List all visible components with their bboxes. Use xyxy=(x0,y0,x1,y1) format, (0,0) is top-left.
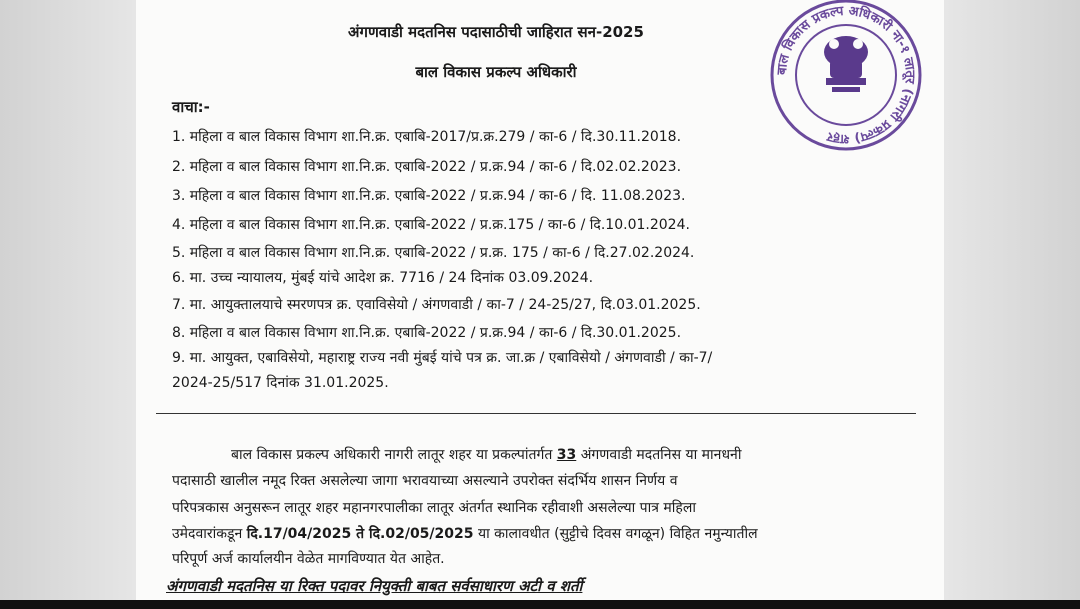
paragraph-line: उमेदवारांकडून दि.17/04/2025 ते दि.02/05/2025 या कालावधीत (सुट्टीचे दिवस वगळून) विहित नमुन्यातील xyxy=(172,526,758,542)
state-emblem-icon xyxy=(824,36,868,92)
reference-item: 3. महिला व बाल विकास विभाग शा.नि.क्र. एबाबि-2022 / प्र.क्र.94 / का-6 / दि. 11.08.2023. xyxy=(172,188,686,204)
reference-item: 9. मा. आयुक्त, एबाविसेयो, महाराष्ट्र राज्य नवी मुंबई यांचे पत्र क्र. जा.क्र / एबाविसेयो / अंगणवाडी / का-7/ xyxy=(172,350,713,366)
paragraph-line: परिपूर्ण अर्ज कार्यालयीन वेळेत मागविण्यात येत आहेत. xyxy=(172,551,445,567)
paragraph-line: पदासाठी खालील नमूद रिक्त असलेल्या जागा भरावयाच्या असल्याने उपरोक्त संदर्भिय शासन निर्णय व xyxy=(172,473,678,489)
paragraph-line: बाल विकास प्रकल्प अधिकारी नागरी लातूर शहर या प्रकल्पांतर्गत 33 अंगणवाडी मदतनिस या मानधनी xyxy=(231,447,742,463)
conditions-heading: अंगणवाडी मदतनिस या रिक्त पदावर नियुक्ती बाबत सर्वसाधारण अटी व शर्ती xyxy=(166,577,583,595)
seal-text: बाल विकास प्रकल्प अधिकारी ना-१ लातूर (नागरी प्रकल्प) शहर xyxy=(774,3,918,147)
reference-item: 4. महिला व बाल विकास विभाग शा.नि.क्र. एबाबि-2022 / प्र.क्र.175 / का-6 / दि.10.01.2024. xyxy=(172,217,690,233)
references-heading: वाचा:- xyxy=(172,98,210,116)
reference-item: 8. महिला व बाल विकास विभाग शा.नि.क्र. एबाबि-2022 / प्र.क्र.94 / का-6 / दि.30.01.2025. xyxy=(172,325,682,341)
office-name: बाल विकास प्रकल्प अधिकारी xyxy=(415,63,577,81)
document-title: अंगणवाडी मदतनिस पदासाठीची जाहिरात सन-2025 xyxy=(348,23,644,41)
background-right xyxy=(944,0,1080,609)
document-page xyxy=(136,0,944,600)
section-divider xyxy=(156,413,916,414)
reference-item: 5. महिला व बाल विकास विभाग शा.नि.क्र. एबाबि-2022 / प्र.क्र. 175 / का-6 / दि.27.02.2024. xyxy=(172,245,695,261)
reference-item: 2. महिला व बाल विकास विभाग शा.नि.क्र. एबाबि-2022 / प्र.क्र.94 / का-6 / दि.02.02.2023. xyxy=(172,159,682,175)
paragraph-line: परिपत्रकास अनुसरून लातूर शहर महानगरपालीका लातूर अंतर्गत स्थानिक रहीवाशी असलेल्या पात्र महिला xyxy=(172,500,696,516)
reference-item-continuation: 2024-25/517 दिनांक 31.01.2025. xyxy=(172,375,389,391)
bottom-bar xyxy=(0,600,1080,609)
reference-item: 1. महिला व बाल विकास विभाग शा.नि.क्र. एबाबि-2017/प्र.क्र.279 / का-6 / दि.30.11.2018. xyxy=(172,129,682,145)
official-seal xyxy=(756,0,936,156)
reference-item: 6. मा. उच्च न्यायालय, मुंबई यांचे आदेश क्र. 7716 / 24 दिनांक 03.09.2024. xyxy=(172,270,594,286)
reference-item: 7. मा. आयुक्तालयाचे स्मरणपत्र क्र. एवाविसेयो / अंगणवाडी / का-7 / 24-25/27, दि.03.01.2025. xyxy=(172,297,701,313)
application-period: दि.17/04/2025 ते दि.02/05/2025 xyxy=(246,526,474,542)
background-left xyxy=(0,0,136,609)
vacancy-count: 33 xyxy=(556,447,577,463)
